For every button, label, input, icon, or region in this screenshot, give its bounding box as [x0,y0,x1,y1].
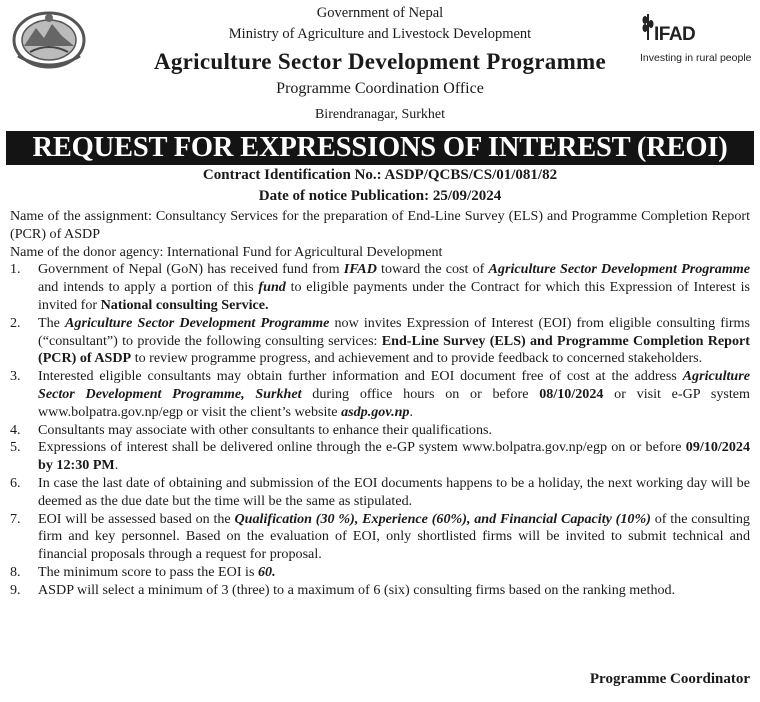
office-location: Birendranagar, Surkhet [314,107,446,122]
signature-title: Programme Coordinator [589,671,750,687]
list-item: 1. Government of Nepal (GoN) has received fund from IFAD toward the cost of Agriculture Sector Development Programme and intends to apply a portion of this fund to eligible payments under the Contract for which this Expression of Interest is invited for National consulting Service. [10,261,751,313]
list-item: 6. In case the last date of obtaining and submission of the EOI documents happens to be a holiday, the next working day will be deemed as the due date but the time will be the same as stipulated. [10,474,750,509]
notice-body [10,208,750,600]
reoi-banner: REQUEST FOR EXPRESSIONS OF INTEREST (REOI) [6,131,754,165]
government-name: Government of Nepal [316,5,444,21]
list-item: 5. Expressions of interest shall be delivered online through the e-GP system www.bolpatra.gov.np/egp on or before 09/10/2024 by 12:30 PM. [10,439,750,474]
list-item: 9. ASDP will select a minimum of 3 (three) to a maximum of 6 (six) consulting firms based on the ranking method. [10,581,676,598]
notice-header [0,0,760,134]
ministry-name: Ministry of Agriculture and Livestock Development [228,26,532,42]
list-item: 2. The Agriculture Sector Development Programme now invites Expression of Interest (EOI) from eligible consulting firms (“consultant”) to provide the following consulting services: End-Line Survey (ELS) and Programme Completion Report (PCR) of ASDP to review programme progress, and achievement and to provide feedback to concerned stakeholders. [10,314,750,367]
ifad-tagline: Investing in rural people [640,52,752,64]
notice-date: Date of notice Publication: 25/09/2024 [258,188,502,204]
contract-identification: Contract Identification No.: ASDP/QCBS/CS/01/081/82 [202,167,558,183]
office-name: Programme Coordination Office [276,80,484,97]
donor-agency: Name of the donor agency: International Fund for Agricultural Development [10,243,443,260]
ifad-logo [636,10,752,66]
notice-items [10,261,750,599]
list-item: 7. EOI will be assessed based on the Qualification (30 %), Experience (60%), and Financial Capacity (10%) of the consulting firm and key personnel. Based on the evaluation of EOI, only shortlisted firms will be invited to submit technical and financial proposals through a request for proposal. [10,510,750,563]
ifad-wordmark: IFAD [654,24,696,45]
list-item: 3. Interested eligible consultants may obtain further information and EOI document free of cost at the address Agriculture Sector Development Programme, Surkhet during office hours on or before 08/10/2024 or visit e-GP system www.bolpatra.gov.np/egp or visit the client’s website asdp.gov.np. [10,368,750,420]
list-item: 4. Consultants may associate with other consultants to enhance their qualifications. [10,421,493,438]
programme-title: Agriculture Sector Development Programme [153,49,607,74]
assignment-name: Name of the assignment: Consultancy Services for the preparation of End-Line Survey (ELS) and Programme Completion Report (PCR) of ASDP [10,208,750,242]
list-item: 8. The minimum score to pass the EOI is 60. [10,563,276,580]
